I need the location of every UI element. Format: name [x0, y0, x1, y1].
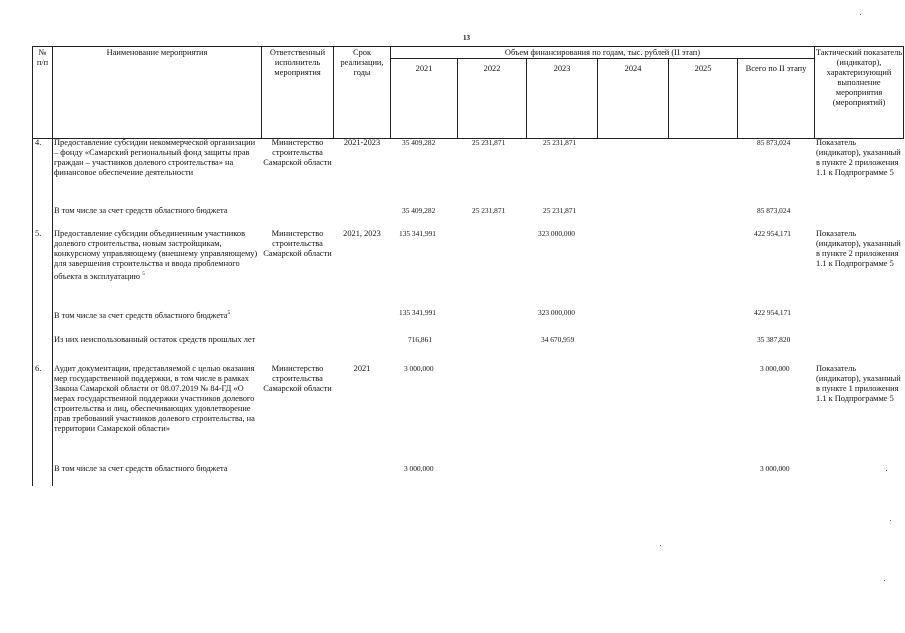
value-total: 3 000,000	[760, 464, 790, 473]
row-indicator: Показатель (индикатор), указанный в пункте 2 приложения 1.1 к Подпрограмме 5	[816, 229, 901, 268]
header-responsible: Ответственный исполнитель мероприятия	[269, 48, 326, 77]
row-name: В том числе за счет средств областного бюджета	[54, 464, 228, 473]
row-name: Аудит документации, представляемой с целью оказания мер государственной поддержки, в том числе в рамках Закона Самарской области от 08.07.2019 № 84-ГД «О мерах государственной поддержки участников долевого строительства и лиц, обеспечивающих удовлетворение прав требований участников долевого строительства, на территории Самарской области»	[54, 364, 255, 433]
header-year: 2022	[483, 64, 501, 73]
header-total: Всего по II этапу	[745, 64, 807, 73]
value-2022: 25 231,871	[472, 138, 506, 147]
value-total: 85 873,024	[757, 138, 791, 147]
row-term: 2021, 2023	[343, 229, 381, 238]
scan-speck	[890, 520, 891, 521]
value-total: 422 954,171	[754, 229, 791, 238]
row-term: 2021	[353, 364, 371, 373]
value-total: 85 873,024	[757, 206, 791, 215]
header-num: № п/п	[36, 48, 49, 67]
row-number: 6.	[35, 364, 42, 373]
row-indicator: Показатель (индикатор), указанный в пункте 2 приложения 1.1 к Подпрограмме 5	[816, 138, 901, 177]
header-indicator: Тактический показатель (индикатор), характеризующий выполнение мероприятия (мероприятий)	[815, 48, 903, 107]
value-2021: 3 000,000	[404, 364, 434, 373]
financing-table	[32, 46, 904, 486]
scan-speck	[860, 14, 861, 15]
value-2021: 35 409,282	[402, 138, 436, 147]
value-total: 422 954,171	[754, 308, 791, 317]
header-year: 2025	[694, 64, 712, 73]
scan-speck	[886, 470, 887, 471]
value-2021: 3 000,000	[404, 464, 434, 473]
row-name: Из них неиспользованный остаток средств прошлых лет	[54, 335, 256, 344]
row-number: 5.	[35, 229, 42, 238]
value-2023: 323 000,000	[538, 229, 575, 238]
value-2023: 323 000,000	[538, 308, 575, 317]
row-responsible: Министерство строительства Самарской области	[263, 229, 332, 258]
page-number: 13	[463, 34, 470, 42]
scan-speck	[660, 545, 661, 546]
value-2021: 716,861	[408, 335, 433, 344]
row-name: В том числе за счет средств областного бюджета$^5$	[54, 310, 231, 320]
row-name: Предоставление субсидии некоммерческой организации – фонду «Самарский региональный фонд защиты прав граждан – участников долевого строительства» на финансовое обеспечение деятельности	[54, 138, 256, 177]
row-responsible: Министерство строительства Самарской области	[263, 138, 332, 167]
row-name: Предоставление субсидии объединенным участников долевого строительства, новым застройщикам, конкурсному управляющему (внешнему управляющему) для завершения строительства и ввода проблемного объекта в эксплуатацию $^5$	[54, 229, 258, 281]
header-year: 2023	[553, 64, 571, 73]
value-total: 35 387,820	[757, 335, 791, 344]
row-responsible: Министерство строительства Самарской области	[263, 364, 332, 393]
scan-speck	[884, 580, 885, 581]
row-name: В том числе за счет средств областного бюджета	[54, 206, 228, 215]
value-2021: 135 341,991	[399, 229, 436, 238]
row-term: 2021-2023	[343, 138, 381, 147]
header-financing: Объем финансирования по годам, тыс. рублей (II этап)	[504, 48, 701, 57]
header-term: Срок реализации, годы	[340, 48, 384, 77]
value-2021: 135 341,991	[399, 308, 436, 317]
value-2023: 25 231,871	[543, 138, 577, 147]
row-number: 4.	[35, 138, 42, 147]
header-year: 2021	[415, 64, 433, 73]
header-year: 2024	[624, 64, 642, 73]
row-indicator: Показатель (индикатор), указанный в пункте 1 приложения 1.1 к Подпрограмме 5	[816, 364, 901, 403]
header-name: Наименование мероприятия	[106, 48, 208, 57]
value-2023: 25 231,871	[543, 206, 577, 215]
value-2023: 34 670,959	[541, 335, 575, 344]
value-2022: 25 231,871	[472, 206, 506, 215]
value-total: 3 000,000	[760, 364, 790, 373]
value-2021: 35 409,282	[402, 206, 436, 215]
